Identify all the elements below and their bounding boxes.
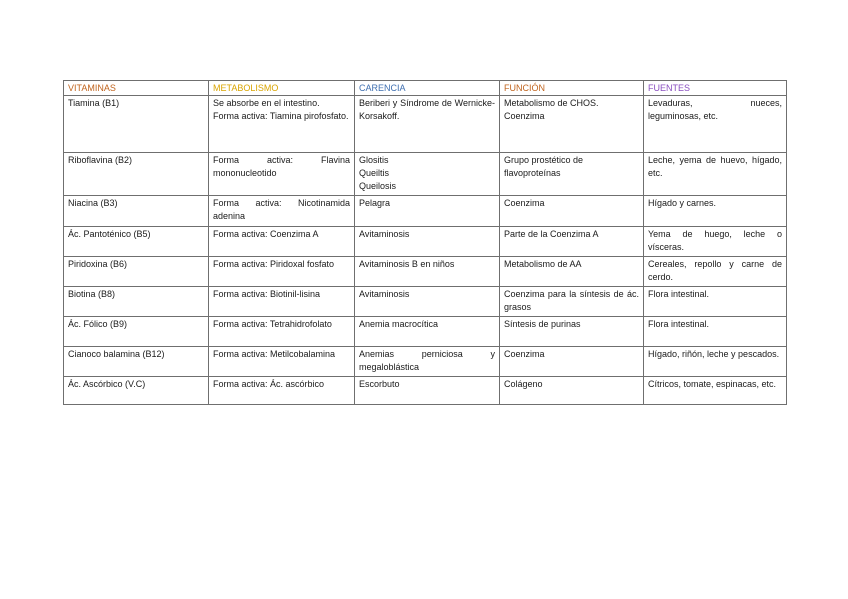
- cell-text: Síntesis de purinas: [504, 319, 581, 329]
- cell-funcion: [500, 377, 644, 405]
- cell-fuentes: [644, 196, 787, 227]
- cell-funcion: [500, 196, 644, 227]
- cell-text: Forma activa: Ác. ascórbico: [213, 379, 325, 389]
- cell-text: Forma activa: Piridoxal fosfato: [213, 259, 335, 269]
- cell-fuentes: [644, 287, 787, 317]
- cell-text: Leche, yema de huevo, hígado, etc.: [648, 155, 782, 178]
- cell-metabolismo: [209, 317, 355, 347]
- cell-text: Parte de la Coenzima A: [504, 229, 599, 239]
- cell-text: Glositis: [359, 155, 389, 165]
- cell-text: Colágeno: [504, 379, 543, 389]
- table-row: [64, 257, 787, 287]
- header-row: [64, 81, 787, 96]
- cell-funcion: [500, 257, 644, 287]
- cell-carencia: [355, 153, 500, 196]
- cell-text: Avitaminosis: [359, 289, 410, 299]
- cell-vitamina: Piridoxina (B6): [64, 257, 209, 287]
- cell-text: Forma activa: Flavina mononucleotido: [213, 155, 350, 178]
- cell-text: Forma activa: Tiamina pirofosfato.: [213, 111, 349, 121]
- cell-carencia: [355, 196, 500, 227]
- cell-vitamina: Niacina (B3): [64, 196, 209, 227]
- header-funcion: FUNCIÓN: [500, 81, 644, 96]
- cell-text: Flora intestinal.: [648, 289, 710, 299]
- cell-metabolismo: [209, 347, 355, 377]
- cell-text: Pelagra: [359, 198, 391, 208]
- table-row: [64, 347, 787, 377]
- header-fuentes: FUENTES: [644, 81, 787, 96]
- cell-text: Metabolismo de AA: [504, 259, 582, 269]
- vitamins-table: [63, 80, 787, 405]
- table-row: [64, 96, 787, 153]
- cell-text: Hígado y carnes.: [648, 198, 717, 208]
- cell-text: Forma activa: Tetrahidrofolato: [213, 319, 332, 329]
- cell-text: Coenzima: [504, 111, 545, 121]
- cell-text: Forma activa: Coenzima A: [213, 229, 319, 239]
- cell-text: Grupo prostético de flavoproteínas: [504, 155, 584, 178]
- cell-carencia: [355, 317, 500, 347]
- cell-text: Cítricos, tomate, espinacas, etc.: [648, 379, 777, 389]
- cell-carencia: [355, 377, 500, 405]
- table-row: [64, 377, 787, 405]
- cell-metabolismo: [209, 153, 355, 196]
- table-row: [64, 287, 787, 317]
- cell-text: Coenzima para la síntesis de ác. grasos: [504, 289, 639, 312]
- cell-funcion: [500, 153, 644, 196]
- cell-text: Coenzima: [504, 198, 545, 208]
- cell-fuentes: [644, 317, 787, 347]
- cell-text: Levaduras, nueces, leguminosas, etc.: [648, 98, 782, 121]
- cell-metabolismo: [209, 287, 355, 317]
- cell-text: Forma activa: Metilcobalamina: [213, 349, 336, 359]
- cell-text: Coenzima: [504, 349, 545, 359]
- cell-text: Beriberi y Síndrome de Wernicke-Korsakoff.: [359, 98, 495, 121]
- header-carencia: CARENCIA: [355, 81, 500, 96]
- cell-text: Queiltis: [359, 168, 390, 178]
- cell-vitamina: Biotina (B8): [64, 287, 209, 317]
- cell-vitamina: Cianoco balamina (B12): [64, 347, 209, 377]
- cell-vitamina: Ác. Pantoténico (B5): [64, 227, 209, 257]
- table-row: [64, 227, 787, 257]
- cell-text: Flora intestinal.: [648, 319, 710, 329]
- cell-funcion: [500, 227, 644, 257]
- cell-carencia: [355, 257, 500, 287]
- cell-metabolismo: [209, 257, 355, 287]
- cell-text: Anemias perniciosa y megaloblástica: [359, 349, 495, 372]
- cell-funcion: [500, 96, 644, 153]
- cell-metabolismo: [209, 227, 355, 257]
- cell-text: Escorbuto: [359, 379, 400, 389]
- cell-fuentes: [644, 347, 787, 377]
- cell-text: Metabolismo de CHOS.: [504, 98, 599, 108]
- cell-funcion: [500, 317, 644, 347]
- cell-text: Cereales, repollo y carne de cerdo.: [648, 259, 782, 282]
- cell-metabolismo: [209, 377, 355, 405]
- cell-carencia: [355, 96, 500, 153]
- table-row: [64, 153, 787, 196]
- cell-vitamina: Riboflavina (B2): [64, 153, 209, 196]
- cell-funcion: [500, 347, 644, 377]
- cell-carencia: [355, 347, 500, 377]
- cell-metabolismo: [209, 96, 355, 153]
- header-metabolismo: METABOLISMO: [209, 81, 355, 96]
- cell-funcion: [500, 287, 644, 317]
- cell-fuentes: [644, 153, 787, 196]
- cell-text: Queilosis: [359, 181, 397, 191]
- cell-carencia: [355, 287, 500, 317]
- cell-vitamina: Ác. Ascórbico (V.C): [64, 377, 209, 405]
- cell-metabolismo: [209, 196, 355, 227]
- table-row: [64, 196, 787, 227]
- cell-text: Se absorbe en el intestino.: [213, 98, 320, 108]
- cell-text: Forma activa: Nicotinamida adenina: [213, 198, 350, 221]
- cell-text: Avitaminosis: [359, 229, 410, 239]
- cell-text: Forma activa: Biotinil-lisina: [213, 289, 321, 299]
- cell-fuentes: [644, 377, 787, 405]
- cell-text: Hígado, riñón, leche y pescados.: [648, 349, 780, 359]
- cell-text: Avitaminosis B en niños: [359, 259, 455, 269]
- cell-fuentes: [644, 96, 787, 153]
- cell-text: Yema de huego, leche o vísceras.: [648, 229, 782, 252]
- cell-fuentes: [644, 257, 787, 287]
- cell-text: Anemia macrocítica: [359, 319, 439, 329]
- cell-vitamina: Ác. Fólico (B9): [64, 317, 209, 347]
- cell-carencia: [355, 227, 500, 257]
- table-row: [64, 317, 787, 347]
- cell-fuentes: [644, 227, 787, 257]
- cell-vitamina: Tiamina (B1): [64, 96, 209, 153]
- header-vitaminas: VITAMINAS: [64, 81, 209, 96]
